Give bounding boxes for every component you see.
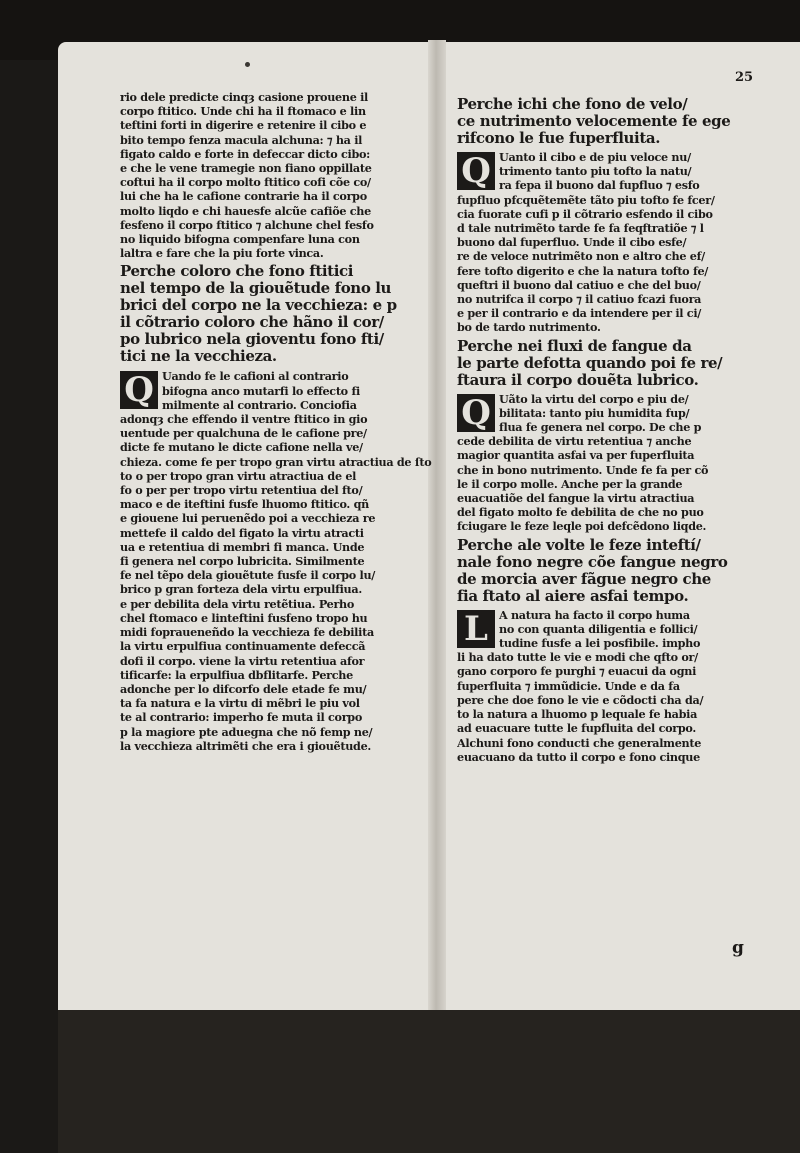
text-line: adonqȝ che effendo il ventre ftitico in gio — [120, 412, 368, 427]
text-line: Uanto il cibo e de piu veloce nu/ — [499, 150, 691, 164]
heading-line: nale fono negre cõe fangue negro — [457, 553, 728, 571]
text-line: e che le vene tramegie non fiano oppillate — [120, 161, 372, 176]
heading-line: Perche ichi che fono de velo/ — [457, 96, 688, 113]
text-line: tificarfe: la erpulfiua dbflitarfe. Perche — [120, 667, 353, 682]
text-line: la vecchieza altrimẽti che era i giouẽtude. — [120, 738, 371, 753]
text-line: cia fuorate cufi p il cõtrario esfendo il cibo — [457, 206, 713, 221]
heading-line: de morcia aver fãgue negro che — [457, 570, 711, 588]
text-line: flua fe genera nel corpo. De che p — [499, 420, 702, 435]
text-line: magior quantita asfai va per fuperfluita — [457, 448, 695, 463]
text-line: che in bono nutrimento. Unde fe fa per cõ — [457, 462, 709, 477]
heading-line: po lubrico nela gioventu fono fti/ — [120, 331, 384, 349]
text-line: pere che doe fono le vie e cõdocti cha da/ — [457, 692, 704, 707]
text-line: ra fepa il buono dal fupfluo ⁊ esfo — [499, 178, 700, 193]
scan-background-bottom — [58, 1010, 800, 1153]
ink-speck — [245, 62, 250, 67]
text-line: fesfeno il corpo ftitico ⁊ alchune chel fesfo — [120, 217, 374, 232]
signature-mark: g — [732, 938, 744, 958]
text-line: chieza. come fe per tropo gran virtu atractiua de ſto — [120, 454, 432, 469]
text-line: del figato molto fe debilita de che no puo — [457, 505, 704, 520]
text-line: uentude per qualchuna de le cafione pre/ — [120, 426, 367, 441]
heading-line: brici del corpo ne la vecchieza: e p — [120, 297, 397, 315]
text-line: dofi il corpo. viene la virtu retentiua afor — [120, 653, 365, 668]
text-line: laltra e fare che la piu forte vinca. — [120, 246, 324, 261]
text-line: cede debilita de virtu retentiua ⁊ anche — [457, 434, 692, 449]
right-drop-cap-initial-3: L — [457, 610, 495, 648]
text-line: bifogna anco mutarfi lo effecto fi — [162, 383, 360, 398]
text-line: ad euacuare tutte le fupfluita del corpo. — [457, 721, 696, 736]
text-line: euacuano da tutto il corpo e fono cinque — [457, 749, 700, 764]
text-line: fe nel tẽpo dela giouẽtute fusfe il corpo lu/ — [120, 568, 376, 583]
text-line: rio dele predicte cinqȝ casione prouene il — [120, 90, 369, 104]
heading-line: Perche ale volte le feze inteftí/ — [457, 536, 701, 554]
text-line: ua e retentiua di membri fi manca. Unde — [120, 539, 365, 554]
text-line: trimento tanto piu tofto la natu/ — [499, 164, 692, 179]
text-line: fuperfluita ⁊ immũdicie. Unde e da fa — [457, 678, 680, 693]
text-line: milmente al contrario. Conciofia — [162, 397, 357, 412]
folio-number: 25 — [735, 70, 754, 85]
text-line: dicte fe mutano le dicte cafione nella ve/ — [120, 440, 363, 455]
heading-line: il cõtrario coloro che hãno il cor/ — [120, 314, 384, 332]
text-line: fciugare le feze leqle poi defcẽdono liqde. — [457, 519, 707, 534]
heading-line: le parte defotta quando poi fe re/ — [457, 354, 723, 372]
text-line: adonche per lo difcorfo dele etade fe mu/ — [120, 681, 367, 696]
text-line: corpo ftitico. Unde chi ha il ftomaco e lin — [120, 104, 366, 119]
heading-line: Perche coloro che fono ftitici — [120, 263, 354, 281]
text-line: fo o per per tropo virtu retentiua del fto/ — [120, 483, 363, 498]
right-body-paragraph-3 — [457, 608, 762, 764]
text-line: coftui ha il corpo molto ftitico cofi cõe co/ — [120, 175, 371, 190]
text-line: lui che ha le cafione contrarie ha il corpo — [120, 189, 367, 204]
text-line: Uãto la virtu del corpo e piu de/ — [499, 391, 689, 406]
right-body-paragraph-1 — [457, 150, 762, 335]
text-line: fi genera nel corpo lubricita. Similmente — [120, 554, 365, 569]
right-body-paragraph-2 — [457, 392, 762, 534]
text-line: A natura ha facto il corpo huma — [499, 607, 690, 622]
text-line: euacuatiõe del fangue la virtu atractiua — [457, 491, 695, 506]
text-line: p la magiore pte aduegna che nõ femp ne/ — [120, 724, 373, 739]
text-line: teftini forti in digerire e retenire il cibo e — [120, 118, 367, 133]
text-line: bo de tardo nutrimento. — [457, 320, 601, 335]
text-line: no nutrifca il corpo ⁊ il catiuo fcazi fuora — [457, 292, 702, 307]
right-chapter-heading-3 — [457, 537, 762, 605]
text-line: bilitata: tanto piu humidita fup/ — [499, 405, 690, 420]
text-line: li ha dato tutte le vie e modi che qfto or/ — [457, 650, 698, 665]
text-line: Alchuni fono conducti che generalmente — [457, 735, 702, 750]
text-line: Uando fe le cafioni al contrario — [162, 369, 349, 384]
text-line: la virtu erpulfiua continuamente defeccã — [120, 639, 366, 654]
text-line: figato caldo e forte in defeccar dicto cibo: — [120, 146, 371, 161]
text-line: te al contrario: imperho fe muta il corpo — [120, 710, 362, 725]
text-line: midi fopraueneñdo la vecchieza fe debilita — [120, 625, 374, 640]
right-column — [457, 96, 762, 764]
text-line: fere tofto digerito e che la natura tofto fe/ — [457, 263, 709, 278]
text-line: queftri il buono dal catiuo e che del buo/ — [457, 277, 701, 292]
text-line: e per il contrario e da intendere per il ci/ — [457, 306, 702, 321]
text-line: molto liqdo e chi hauesfe alcũe cafiõe che — [120, 203, 371, 218]
right-drop-cap-initial-2: Q — [457, 394, 495, 432]
heading-line: Perche nei fluxi de fangue da — [457, 337, 692, 355]
text-line: fupfluo pfcquẽtemẽte tãto piu tofto fe fcer/ — [457, 192, 715, 207]
heading-line: tici ne la vecchieza. — [120, 348, 277, 366]
text-line: buono dal fuperfluo. Unde il cibo esfe/ — [457, 235, 687, 250]
right-drop-cap-initial-1: Q — [457, 152, 495, 190]
left-column — [120, 90, 433, 753]
left-chapter-heading — [120, 263, 433, 365]
heading-line: fia ftato al aiere asfai tempo. — [457, 587, 689, 605]
text-line: mettefe il caldo del figato la virtu atracti — [120, 525, 364, 540]
text-line: e per debilita dela virtu retẽtiua. Perho — [120, 596, 355, 611]
text-line: brico p gran forteza dela virtu erpulfiua. — [120, 582, 362, 597]
text-line: to o per tropo gran virtu atractiua de el — [120, 468, 357, 483]
right-chapter-heading-2 — [457, 338, 762, 389]
text-line: chel ftomaco e linteftini fusfeno tropo hu — [120, 610, 368, 625]
heading-line: ce nutrimento velocemente fe ege — [457, 113, 731, 130]
text-line: to la natura a lhuomo p lequale fe habia — [457, 707, 698, 722]
heading-line: nel tempo de la giouẽtude fono lu — [120, 280, 392, 298]
text-line: bito tempo fenza macula alchuna: ⁊ ha il — [120, 132, 363, 147]
text-line: d tale nutrimẽto tarde fe fa feqftratiõe ⁊ l — [457, 221, 704, 236]
heading-line: ftaura il corpo douẽta lubrico. — [457, 371, 699, 389]
text-line: maco e de iteftini fusfe lhuomo ftitico. qñ — [120, 497, 369, 512]
text-line: gano corporo fe purghi ⁊ euacui da ogni — [457, 664, 697, 679]
right-chapter-heading-1 — [457, 96, 762, 147]
text-line: le il corpo molle. Anche per la grande — [457, 476, 683, 491]
text-line: no con quanta diligentia e follici/ — [499, 621, 698, 636]
left-intro-paragraph — [120, 90, 433, 260]
text-line: e giouene lui peruenẽdo poi a vecchieza re — [120, 511, 376, 526]
text-line: ta fa natura e la virtu di mẽbri le piu vol — [120, 696, 360, 711]
left-drop-cap-initial: Q — [120, 371, 158, 409]
heading-line: rifcono le fue fuperfluita. — [457, 130, 661, 147]
text-line: no liquido bifogna compenfare luna con — [120, 232, 360, 247]
text-line: re de veloce nutrimẽto non e altro che ef/ — [457, 249, 705, 264]
left-body-paragraph — [120, 369, 433, 752]
text-line: tudine fusfe a lei posfibile. impho — [499, 636, 701, 651]
